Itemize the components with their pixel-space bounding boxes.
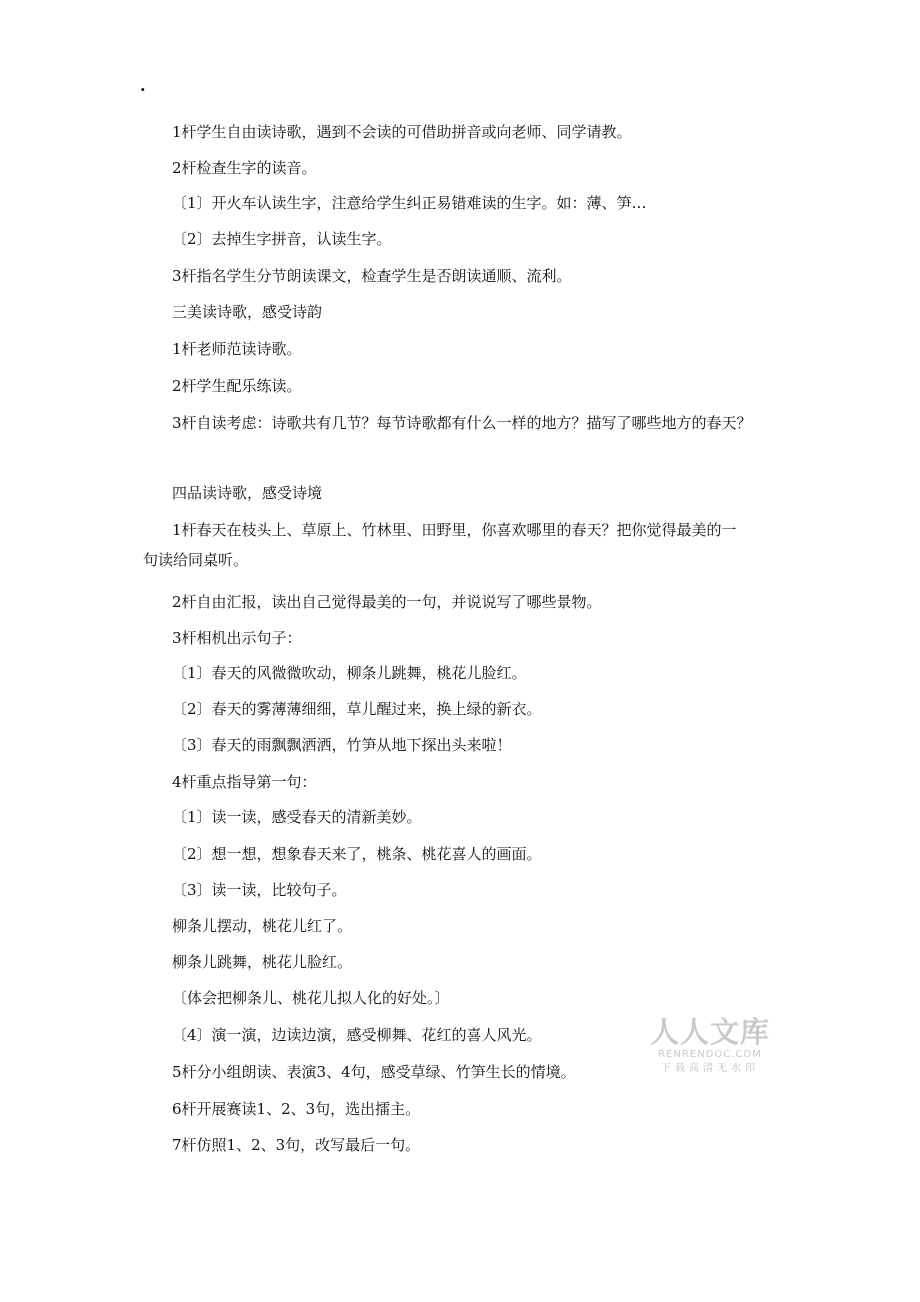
text-line: 〔3〕春天的雨飘飘洒洒，竹笋从地下探出头来啦！: [172, 736, 512, 754]
section-heading: 四品读诗歌，感受诗境: [172, 484, 323, 502]
text-line: 柳条儿跳舞，桃花儿脸红。: [172, 953, 353, 971]
watermark-site: RENRENDOC.COM: [658, 1049, 762, 1060]
text-line: 〔1〕春天的风微微吹动，柳条儿跳舞，桃花儿脸红。: [172, 664, 527, 682]
text-line: 〔1〕开火车认读生字，注意给学生纠正易错难读的生字。如：薄、笋…: [172, 194, 647, 212]
watermark-logo-text: 人人文库: [649, 1015, 770, 1049]
text-line: 6杆开展赛读1、2、3句，选出擂主。: [172, 1100, 421, 1118]
watermark: [648, 1016, 772, 1076]
text-line: 1杆春天在枝头上、草原上、竹林里、田野里，你喜欢哪里的春天？把你觉得最美的一: [172, 521, 737, 539]
text-line: 7杆仿照1、2、3句，改写最后一句。: [172, 1136, 421, 1154]
text-line: 2杆自由汇报，读出自己觉得最美的一句，并说说写了哪些景物。: [172, 593, 602, 611]
text-line: 〔2〕想一想，想象春天来了，桃条、桃花喜人的画面。: [172, 845, 542, 863]
text-line: 柳条儿摆动，桃花儿红了。: [172, 917, 353, 935]
text-line: 2杆检查生字的读音。: [172, 159, 317, 177]
text-line: 5杆分小组朗读、表演3、4句，感受草绿、竹笋生长的情境。: [172, 1063, 576, 1081]
text-line: 〔4〕演一演，边读边演，感受柳舞、花红的喜人风光。: [172, 1026, 542, 1044]
watermark-tagline: 下载高清无水印: [661, 1063, 759, 1074]
text-line: 〔1〕读一读，感受春天的清新美妙。: [172, 808, 422, 826]
text-line: 〔2〕春天的雾薄薄细细，草儿醒过来，换上绿的新衣。: [172, 700, 542, 718]
text-line: 3杆指名学生分节朗读课文，检查学生是否朗读通顺、流利。: [172, 267, 572, 285]
text-line: 〔2〕去掉生字拼音，认读生字。: [172, 230, 392, 248]
section-heading: 三美读诗歌，感受诗韵: [172, 303, 323, 321]
text-line: 1杆老师范读诗歌。: [172, 340, 302, 358]
text-line: 2杆学生配乐练读。: [172, 377, 302, 395]
text-line: 〔3〕读一读，比较句子。: [172, 881, 347, 899]
text-line: 1杆学生自由读诗歌，遇到不会读的可借助拼音或向老师、同学请教。: [172, 123, 632, 141]
text-line: 〔体会把柳条儿、桃花儿拟人化的好处。〕: [172, 989, 450, 1007]
text-line: 3杆自读考虑：诗歌共有几节？每节诗歌都有什么一样的地方？描写了哪些地方的春天？: [172, 414, 752, 432]
page-mark: .: [140, 76, 146, 95]
text-line: 3杆相机出示句子：: [172, 629, 302, 647]
text-line: 4杆重点指导第一句：: [172, 773, 317, 791]
text-line: 句读给同桌听。: [143, 551, 249, 569]
